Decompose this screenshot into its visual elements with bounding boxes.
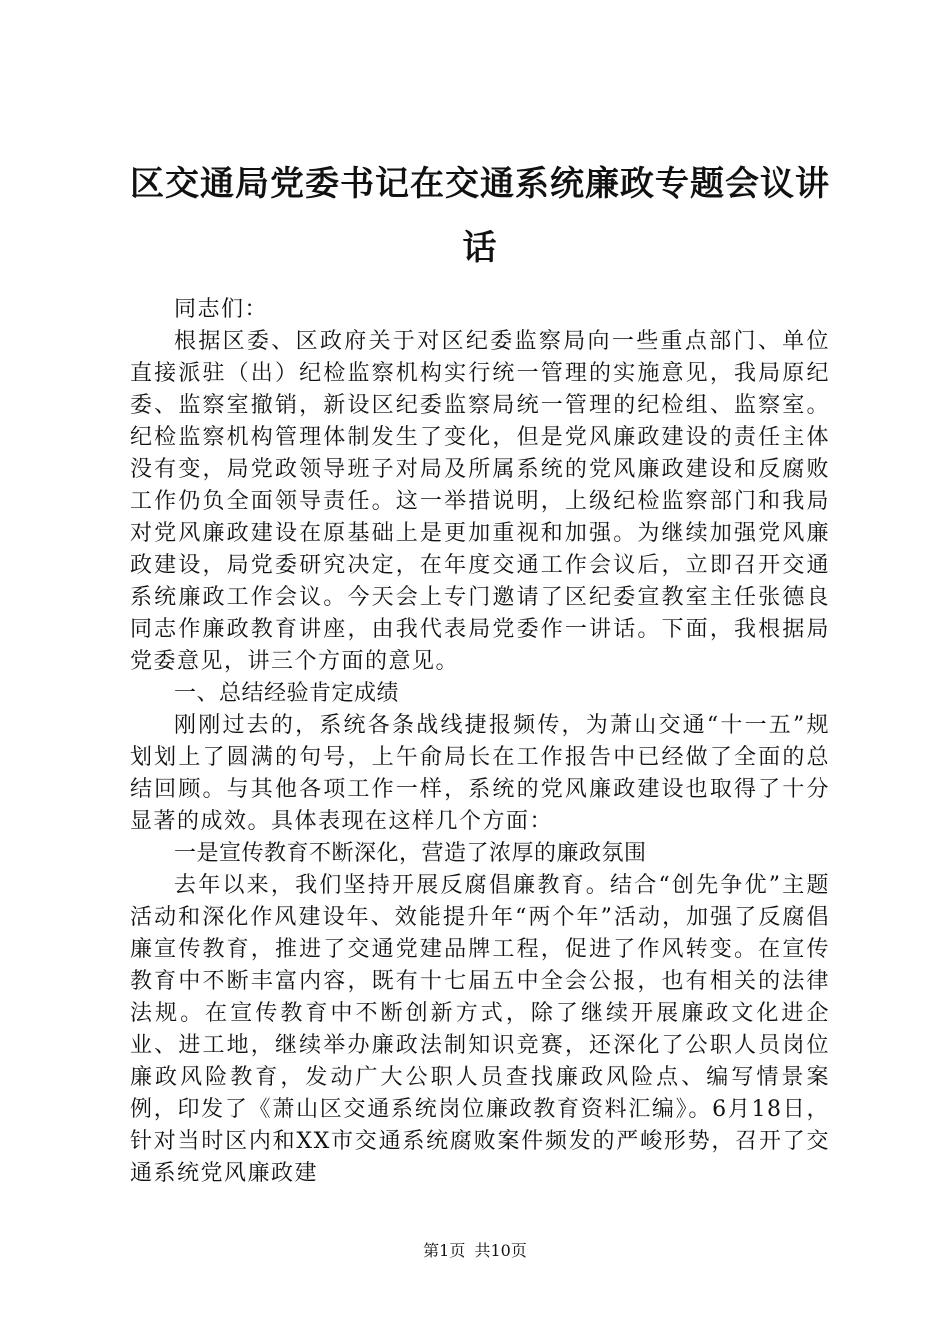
- salutation: 同志们：: [174, 297, 269, 322]
- paragraph-review: 刚刚过去的，系统各条战线捷报频传，为萧山交通“十一五”规划划上了圆满的句号，上午俞局长在工作报告中已经做了全面的总结回顾。与其他各项工作一样，系统的党风廉政建设也取得了十分显著的成效。具体表现在这样几个方面：: [130, 713, 830, 834]
- document-body: [130, 294, 830, 1190]
- paragraph-intro: 根据区委、区政府关于对区纪委监察局向一些重点部门、单位直接派驻（出）纪检监察机构实行统一管理的实施意见，我局原纪委、监察室撤销，新设区纪委监察局统一管理的纪检组、监察室。纪检监察机构管理体制发生了变化，但是党风廉政建设的责任主体没有变，局党政领导班子对局及所属系统的党风廉政建设和反腐败工作仍负全面领导责任。这一举措说明，上级纪检监察部门和我局对党风廉政建设在原基础上是更加重视和加强。为继续加强党风廉政建设，局党委研究决定，在年度交通工作会议后，立即召开交通系统廉政工作会议。今天会上专门邀请了区纪委宣教室主任张德良同志作廉政教育讲座，由我代表局党委作一讲话。下面，我根据局党委意见，讲三个方面的意见。: [130, 329, 830, 674]
- page-footer: [0, 1240, 950, 1262]
- document-title: 区交通局党委书记在交通系统廉政专题会议讲话: [130, 164, 830, 268]
- paragraph-education: 去年以来，我们坚持开展反腐倡廉教育。结合“创先争优”主题活动和深化作风建设年、效能提升年“两个年”活动，加强了反腐倡廉宣传教育，推进了交通党建品牌工程，促进了作风转变。在宣传教育中不断丰富内容，既有十七届五中全会公报，也有相关的法律法规。在宣传教育中不断创新方式，除了继续开展廉政文化进企业、进工地，继续举办廉政法制知识竞赛，还深化了公职人员岗位廉政风险教育，发动广大公职人员查找廉政风险点、编写情景案例，印发了《萧山区交通系统岗位廉政教育资料汇编》。6月18日，针对当时区内和XX市交通系统腐败案件频发的严峻形势，召开了交通系统党风廉政建: [130, 873, 830, 1186]
- subheading-1: 一是宣传教育不断深化，营造了浓厚的廉政氛围: [174, 841, 647, 866]
- page-number: 第1页: [423, 1241, 466, 1260]
- section-heading-1: 一、总结经验肯定成绩: [174, 681, 400, 706]
- page-total: 共10页: [474, 1241, 527, 1260]
